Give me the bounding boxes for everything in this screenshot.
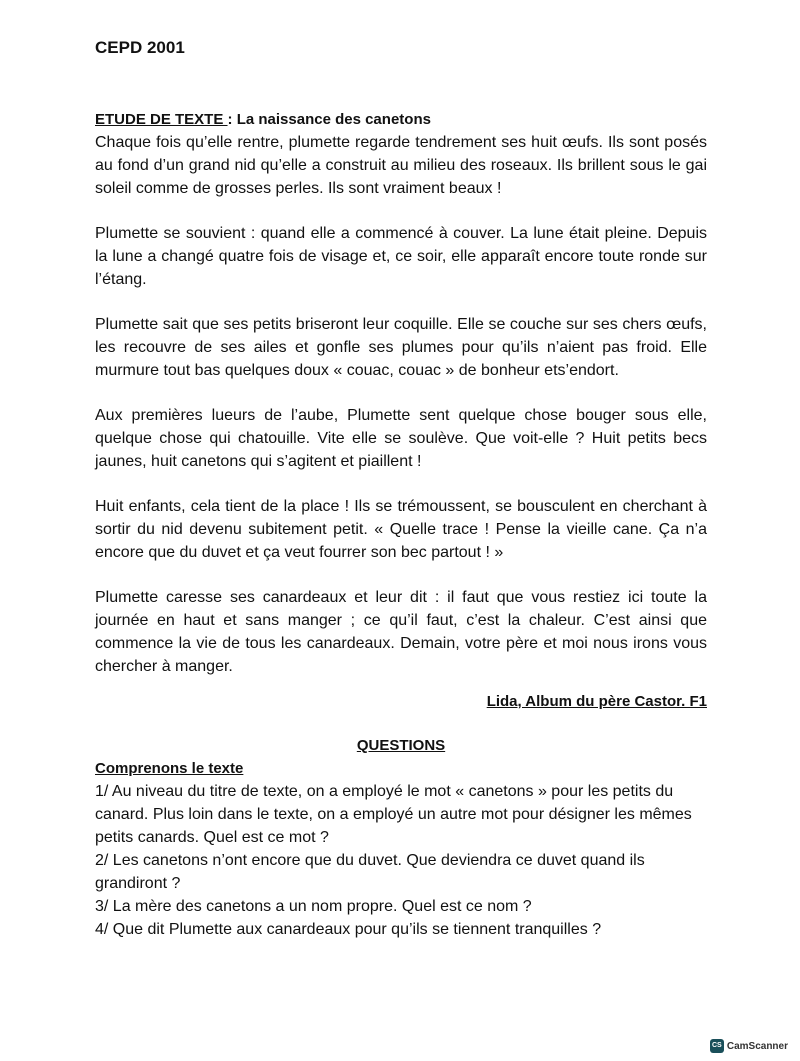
paragraph-6: Plumette caresse ses canardeaux et leur dit : il faut que vous restiez ici toute la journée en haut et sans manger ; ce qu’il faut, c’est la chaleur. C’est ainsi que commence la vie de tous les canardeaux. Demain, votre père et moi nous irons vous chercher à manger. xyxy=(95,589,707,675)
text-study-title: : La naissance des canetons xyxy=(227,111,431,128)
text-source: Lida, Album du père Castor. F1 xyxy=(486,693,707,710)
watermark-label: CamScanner xyxy=(726,1040,788,1052)
paragraph-1: Chaque fois qu’elle rentre, plumette regarde tendrement ses huit œufs. Ils sont posés au fond d’un grand nid qu’elle a construit au milieu des roseaux. Ils brillent sous le gai soleil comme de grosses perles. Ils sont vraiment beaux ! xyxy=(95,134,707,197)
camscanner-watermark xyxy=(710,1039,788,1053)
document-body xyxy=(95,108,707,941)
text-study-heading xyxy=(95,108,707,131)
paragraph-4: Aux premières lueurs de l’aube, Plumette sent quelque chose bouger sous elle, quelque chose qui chatouille. Vite elle se soulève. Que voit-elle ? Huit petits becs jaunes, huit canetons qui s’agitent et piaillent ! xyxy=(95,407,707,470)
exam-header: CEPD 2001 xyxy=(95,38,185,57)
paragraph-2: Plumette se souvient : quand elle a commencé à couver. La lune était pleine. Depuis la lune a changé quatre fois de visage et, ce soir, elle apparaît encore toute ronde sur l’étang. xyxy=(95,225,707,288)
questions-subtitle: Comprenons le texte xyxy=(95,760,244,777)
text-study-label: ETUDE DE TEXTE xyxy=(95,111,228,128)
questions-title: QUESTIONS xyxy=(356,737,446,754)
question-2: 2/ Les canetons n’ont encore que du duvet. Que deviendra ce duvet quand ils grandiront ? xyxy=(95,852,645,892)
question-4: 4/ Que dit Plumette aux canardeaux pour qu’ils se tiennent tranquilles ? xyxy=(95,921,602,938)
paragraph-5: Huit enfants, cela tient de la place ! Ils se trémoussent, se bousculent en cherchant à sortir du nid devenu subitement petit. « Quelle trace ! Pense la vieille cane. Ça n’a encore que du duvet et ça veut fourrer son bec partout ! » xyxy=(95,498,707,561)
question-3: 3/ La mère des canetons a un nom propre. Quel est ce nom ? xyxy=(95,898,532,915)
paragraph-3: Plumette sait que ses petits briseront leur coquille. Elle se couche sur ses chers œufs, les recouvre de ses ailes et gonfle ses plumes pour qu’ils n’aient pas froid. Elle murmure tout bas quelques doux « couac, couac » de bonheur ets’endort. xyxy=(95,316,707,379)
question-1: 1/ Au niveau du titre de texte, on a employé le mot « canetons » pour les petits du canard. Plus loin dans le texte, on a employé un autre mot pour désigner les mêmes petits canards. Quel est ce mot ? xyxy=(95,783,692,846)
camscanner-logo-icon: CS xyxy=(710,1039,724,1053)
